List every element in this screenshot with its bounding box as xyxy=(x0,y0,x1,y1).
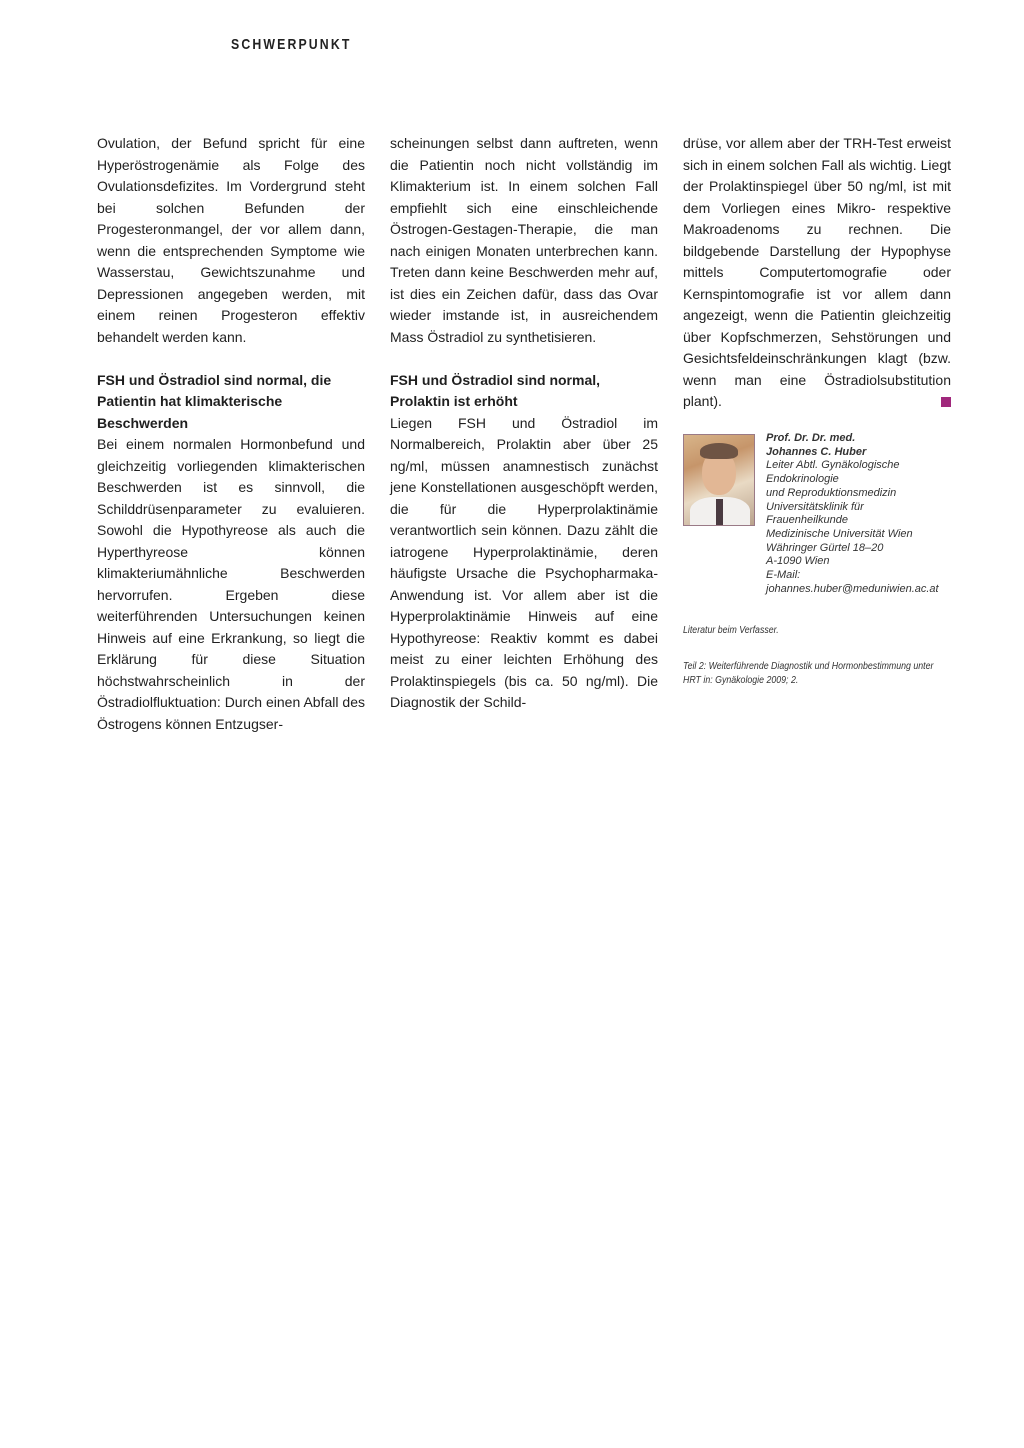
end-of-article-mark xyxy=(941,397,951,407)
paragraph xyxy=(683,133,951,413)
author-affiliation: Endokrinologie xyxy=(766,473,839,486)
author-name: Johannes C. Huber xyxy=(766,445,867,458)
paragraph-text: drüse, vor allem aber der TRH-Test erweist sich in einem solchen Fall als wichtig. Liegt der Prolaktinspiegel über 50 ng/ml, ist mit dem Vorliegen eines Mikro- respektive Makroadenoms zu rechnen. Die bildgebende Darstellung der Hypophyse mittels Computertomografie oder Kernspintomografie ist vor allem dann angezeigt, wenn die Patientin gleichzeitig über Kopfschmerzen, Sehstörungen und Gesichtsfeldeinschränkungen klagt (bzw. wenn man eine Östradiolsubstitution plant). xyxy=(683,135,951,409)
author-affiliation: Frauenheilkunde xyxy=(766,514,848,527)
author-email[interactable]: johannes.huber@meduniwien.ac.at xyxy=(766,582,939,595)
paragraph: scheinungen selbst dann auftreten, wenn die Patientin noch nicht vollständig im Klimakterium ist. In einem solchen Fall empfiehlt sich eine einschleichende Östrogen-Gestagen-Therapie, die man nach einigen Monaten unterbrechen kann. Treten dann keine Beschwerden mehr auf, ist dies ein Zeichen dafür, dass das Ovar wieder imstande ist, in ausreichendem Mass Östradiol zu synthetisieren. xyxy=(390,135,658,345)
paragraph: Bei einem normalen Hormonbefund und gleichzeitig vorliegenden klimakterischen Beschwerden ist es sinnvoll, die Schilddrüsenparameter zu evaluieren. Sowohl die Hypothyreose als auch die Hyperthyreose können klimakteriumähnliche Beschwerden hervorrufen. Ergeben diese weiterführenden Untersuchungen keinen Hinweis auf eine Erkrankung, so liegt die Erklärung für diese Situation höchstwahrscheinlich in der Östradiolfluktuation: Durch einen Abfall des Östrogens können Entzugser- xyxy=(97,436,365,732)
author-affiliation: Universitätsklinik für xyxy=(766,500,864,513)
author-info xyxy=(766,432,956,596)
column-2 xyxy=(390,133,658,714)
author-address: Währinger Gürtel 18–20 xyxy=(766,541,884,554)
author-address: A-1090 Wien xyxy=(766,555,830,568)
column-3 xyxy=(683,133,951,413)
author-photo xyxy=(683,434,755,526)
author-affiliation: und Reproduktionsmedizin xyxy=(766,486,897,499)
author-affiliation: Leiter Abtl. Gynäkologische xyxy=(766,459,900,472)
author-affiliation: Medizinische Universität Wien xyxy=(766,527,913,540)
section-heading: FSH und Östradiol sind normal, Prolaktin ist erhöht xyxy=(390,371,601,409)
author-email-label: E-Mail: xyxy=(766,569,801,582)
section-header: SCHWERPUNKT xyxy=(231,36,352,53)
section-heading: FSH und Östradiol sind normal, die Patientin hat klimakterische Beschwerden xyxy=(97,371,332,431)
paragraph: Ovulation, der Befund spricht für eine Hyperöstrogenämie als Folge des Ovulationsdefizites. Im Vordergrund steht bei solchen Befunden der Progesteronmangel, der vor allem dann, wenn die entsprechenden Symptome wie Wasserstau, Gewichtszunahme und Depressionen angegeben werden, mit einem reinen Progesteron effektiv behandelt werden kann. xyxy=(97,135,365,345)
paragraph: Liegen FSH und Östradiol im Normalbereich, Prolaktin aber über 25 ng/ml, müssen anamnestisch zunächst jene Konstellationen ausgeschöpft werden, die für die Hyperprolaktinämie verantwortlich sein können. Dazu zählt die iatrogene Hyperprolaktinämie, deren häufigste Ursache die Psychopharmaka-Anwendung ist. Vor allem aber ist die Hyperprolaktinämie Hinweis auf eine Hypothyreose: Reaktiv kommt es dabei meist zu einer leichten Erhöhung des Prolaktinspiegels (bis ca. 50 ng/ml). Die Diagnostik der Schild- xyxy=(390,414,658,710)
column-1 xyxy=(97,133,365,735)
series-note: Teil 2: Weiterführende Diagnostik und Hormonbestimmung unter HRT in: Gynäkologie 2009; 2. xyxy=(683,661,934,686)
author-title: Prof. Dr. Dr. med. xyxy=(766,432,856,444)
literature-note: Literatur beim Verfasser. xyxy=(683,625,779,636)
